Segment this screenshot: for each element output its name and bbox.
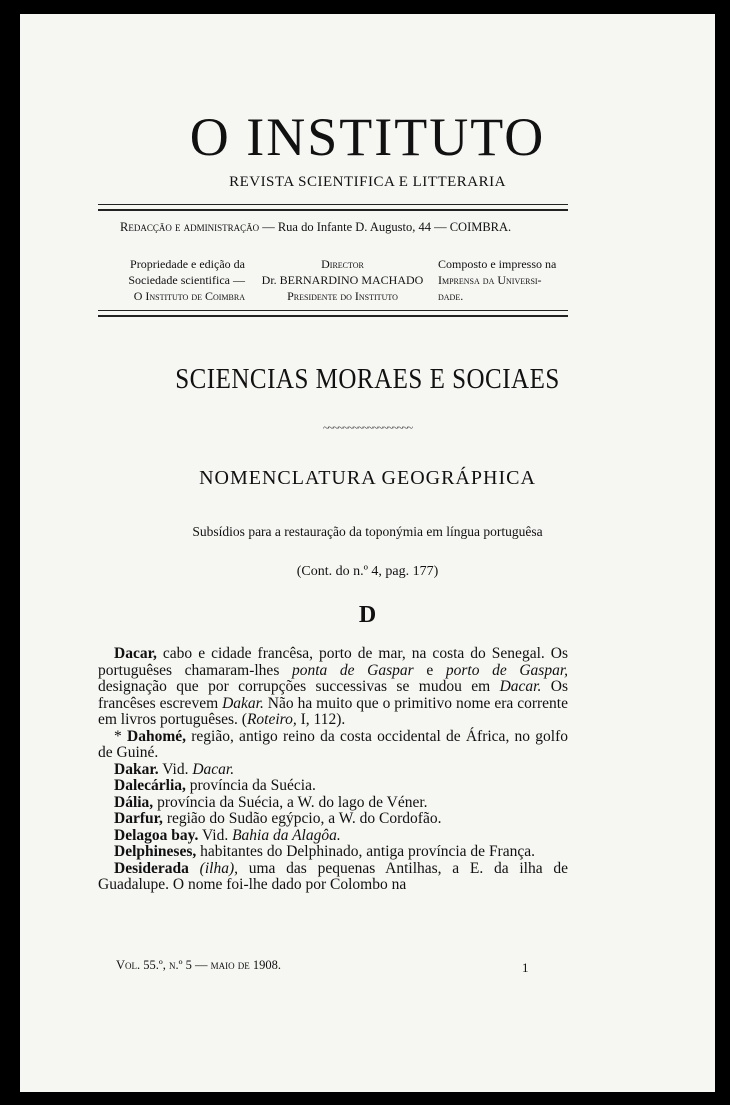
header-rule	[98, 209, 568, 211]
imprint-line: Propriedade e edição da	[130, 257, 245, 271]
article-body	[98, 646, 568, 894]
article-subtitle: Subsídios para a restauração da toponýmia em língua portuguêsa	[192, 524, 543, 539]
entry-paragraph: Dalecárlia, província da Suécia.	[114, 777, 316, 794]
header-rule	[98, 315, 568, 317]
header-rule	[98, 310, 568, 311]
journal-title: O INSTITUTO	[189, 107, 546, 167]
imprint-line: Composto e impresso na	[438, 257, 557, 271]
imprint-line: Director	[321, 257, 364, 271]
entry-mark: *	[114, 727, 127, 745]
entry-term: Dahomé,	[127, 727, 186, 745]
journal-page	[20, 14, 715, 1092]
entry-term: Delphineses,	[114, 843, 197, 860]
entry-term: Delagoa bay.	[114, 826, 199, 844]
entry-paragraph: Desiderada (ilha), uma das pequenas Antilhas, a E. da ilha de Guadalupe. O nome foi-lhe dado por Colombo na	[98, 859, 568, 893]
redaccao-address: — Rua do Infante D. Augusto, 44 — COIMBRA.	[262, 220, 512, 234]
entry-term: Dacar,	[114, 645, 157, 662]
redaccao-label: Redacção e administração	[120, 220, 260, 234]
entry-paragraph: * Dahomé, região, antigo reino da costa occidental de África, no golfo de Guiné.	[98, 727, 569, 761]
imprint-printer	[438, 256, 578, 304]
section-title: SCIENCIAS MORAES E SOCIAES	[175, 363, 560, 395]
volume-footer: Vol. 55.º, n.º 5 — maio de 1908.	[116, 958, 282, 972]
page-number: 1	[522, 960, 529, 975]
entry-paragraph: Dakar. Vid. Dacar.	[114, 760, 235, 778]
entry-term: Darfur,	[114, 810, 163, 827]
entry-paragraph: Delagoa bay. Vid. Bahia da Alagôa.	[114, 826, 341, 844]
entry-term: Desiderada	[114, 859, 189, 877]
imprint-line: Presidente do Instituto	[287, 289, 398, 303]
imprint-line: dade.	[438, 289, 464, 303]
entry-paragraph: Dália, província da Suécia, a W. do lago de Véner.	[114, 793, 428, 811]
imprint-line: Dr. BERNARDINO MACHADO	[261, 273, 424, 287]
section-letter: D	[358, 602, 377, 628]
entry-paragraph: Dacar, cabo e cidade francêsa, porto de mar, na costa do Senegal. Os portuguêses chamaram-lhes ponta de Gaspar e porto de Gaspar, designação que por corrupções successivas se mudou em Dacar. Os francêses escrevem Dakar. Não ha muito que o primitivo nome era corrente em livros portuguêses. (Roteiro, I, 112).	[98, 645, 569, 728]
imprint-line: Sociedade scientifica —	[128, 273, 245, 287]
entry-paragraph: Delphineses, habitantes do Delphinado, antiga província de França.	[114, 843, 535, 860]
article-title: NOMENCLATURA GEOGRÁPHICA	[199, 467, 536, 489]
ornament-divider: ~~~~~~~~~~~~~~~~~~	[322, 422, 413, 434]
entry-term: Dália,	[114, 793, 154, 811]
header-rule	[98, 204, 568, 205]
imprint-line: O Instituto de Coimbra	[133, 289, 245, 303]
continuation-note: (Cont. do n.º 4, pag. 177)	[296, 564, 439, 579]
entry-paragraph: Darfur, região do Sudão egýpcio, a W. do Cordofão.	[114, 810, 442, 827]
redaccao-line	[120, 220, 511, 235]
journal-subtitle: REVISTA SCIENTIFICA E LITTERARIA	[229, 174, 506, 190]
entry-term: Dalecárlia,	[114, 777, 186, 794]
imprint-director	[245, 256, 440, 304]
entry-term: Dakar.	[114, 760, 159, 778]
imprint-line: Imprensa da Universi-	[438, 273, 542, 287]
imprint-publisher	[95, 256, 245, 304]
